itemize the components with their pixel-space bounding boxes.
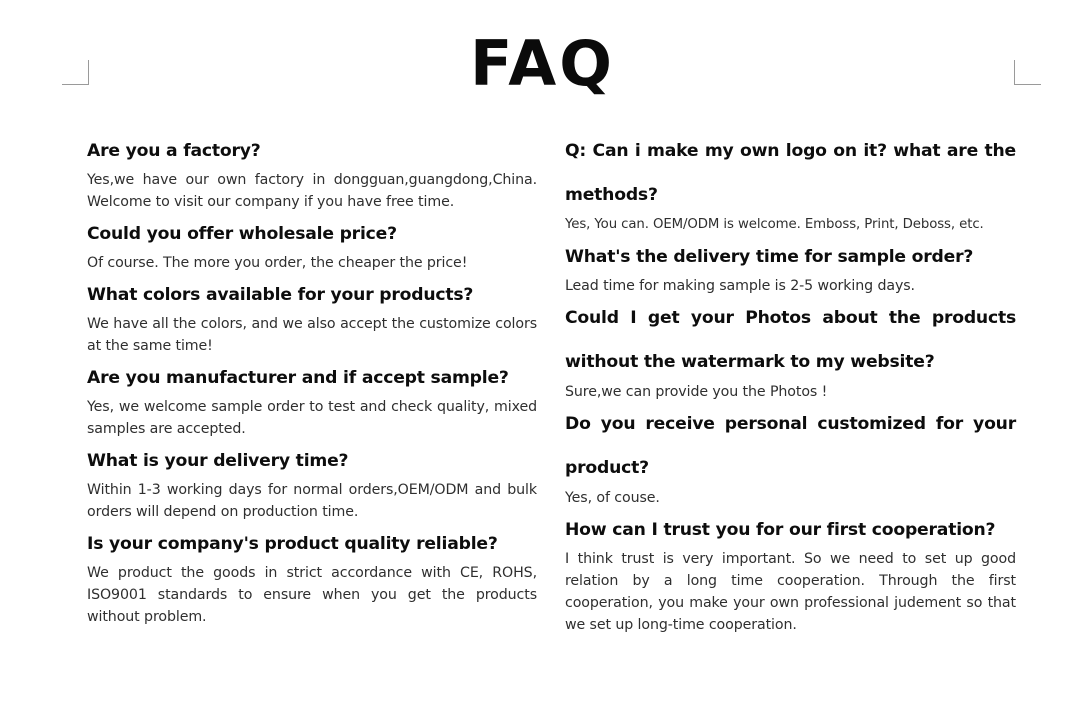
faq-question: Are you a factory? [87, 141, 261, 161]
faq-answer: Yes,we have our own factory in dongguan,guangdong,China. Welcome to visit our company if you have free time. [87, 172, 537, 210]
faq-item [565, 296, 1016, 403]
faq-question: What's the delivery time for sample order? [565, 247, 974, 267]
page-corner-mark-left [62, 60, 89, 85]
faq-answer: We have all the colors, and we also accept the customize colors at the same time! [87, 316, 537, 354]
faq-item [565, 129, 1016, 236]
faq-item [87, 282, 537, 357]
faq-question: Q: Can i make my own logo on it? what are the methods? [565, 141, 1016, 205]
faq-answer: I think trust is very important. So we need to set up good relation by a long time cooperation. Through the first cooperation, you make your own professional judement so that we set up long-time cooperation. [565, 551, 1016, 633]
faq-question: What is your delivery time? [87, 451, 349, 471]
faq-item [87, 448, 537, 523]
faq-item [565, 244, 1016, 297]
faq-item [87, 138, 537, 213]
faq-item [87, 531, 537, 628]
faq-answer: Lead time for making sample is 2-5 working days. [565, 278, 915, 294]
faq-answer: Yes, of couse. [565, 490, 660, 506]
faq-right-column [565, 138, 1016, 644]
faq-question: Could you offer wholesale price? [87, 224, 397, 244]
faq-question: What colors available for your products? [87, 285, 474, 305]
faq-answer: Yes, You can. OEM/ODM is welcome. Emboss, Print, Deboss, etc. [565, 217, 984, 232]
faq-answer: Sure,we can provide you the Photos ! [565, 384, 828, 400]
faq-question: Are you manufacturer and if accept sample? [87, 368, 509, 388]
faq-answer: Of course. The more you order, the cheaper the price! [87, 255, 468, 271]
faq-item [565, 402, 1016, 509]
faq-left-column [87, 138, 537, 636]
faq-item [565, 517, 1016, 636]
faq-answer: Within 1-3 working days for normal orders,OEM/ODM and bulk orders will depend on production time. [87, 482, 537, 520]
faq-question: Is your company's product quality reliable? [87, 534, 498, 554]
faq-item [87, 221, 537, 274]
faq-answer: Yes, we welcome sample order to test and check quality, mixed samples are accepted. [87, 399, 537, 437]
faq-item [87, 365, 537, 440]
faq-question: Could I get your Photos about the products without the watermark to my website? [565, 308, 1016, 372]
faq-answer: We product the goods in strict accordance with CE, ROHS, ISO9001 standards to ensure when you get the products without problem. [87, 565, 537, 625]
page-corner-mark-right [1014, 60, 1041, 85]
faq-question: Do you receive personal customized for your product? [565, 414, 1016, 478]
page-title: FAQ [470, 27, 615, 100]
faq-question: How can I trust you for our first cooperation? [565, 520, 996, 540]
